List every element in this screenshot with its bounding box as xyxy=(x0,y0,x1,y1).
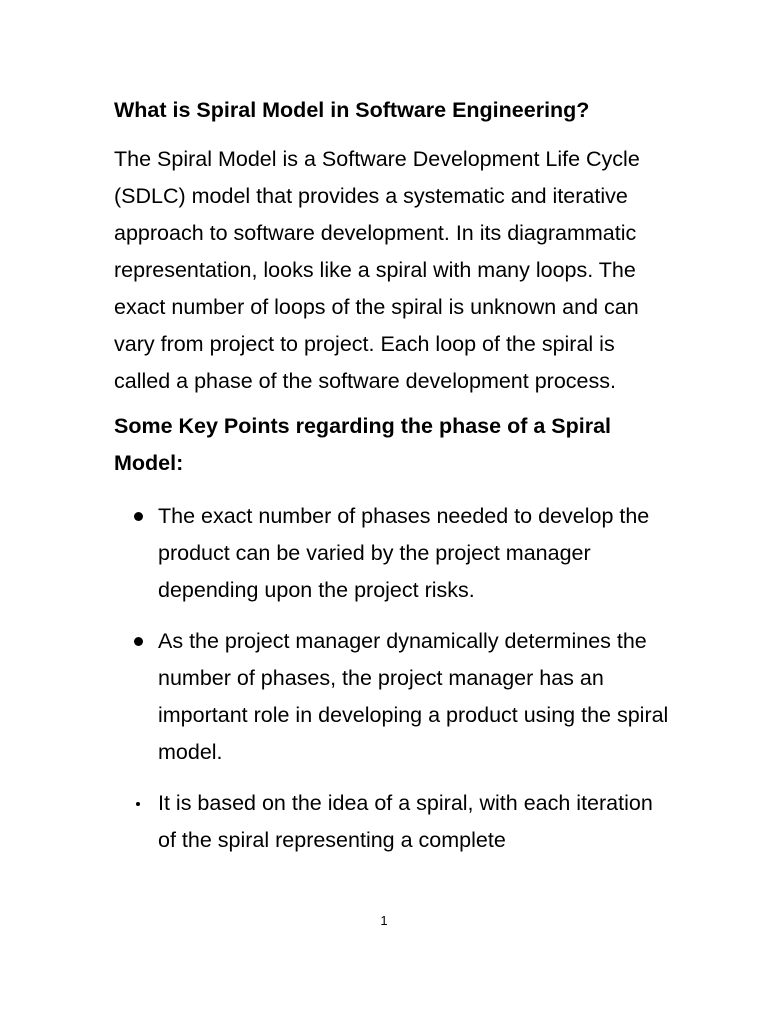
list-item xyxy=(114,785,674,859)
list-item xyxy=(114,623,674,771)
key-points-list xyxy=(114,498,674,859)
bullet-icon xyxy=(134,512,143,521)
page-number: 1 xyxy=(380,913,388,928)
bullet-icon xyxy=(136,802,140,806)
list-item-text: The exact number of phases needed to develop the product can be varied by the project manager depending upon the project risks. xyxy=(158,504,650,602)
bullet-icon xyxy=(134,637,143,646)
intro-paragraph: The Spiral Model is a Software Development Life Cycle (SDLC) model that provides a systematic and iterative approach to software development. In its diagrammatic representation, looks like a spiral with many loops. The exact number of loops of the spiral is unknown and can vary from project to project. Each loop of the spiral is called a phase of the software development process. xyxy=(114,147,640,393)
list-item xyxy=(114,498,674,609)
document-body xyxy=(114,92,674,873)
list-item-text: It is based on the idea of a spiral, with each iteration of the spiral representing a complete xyxy=(158,791,653,852)
page-title: What is Spiral Model in Software Engineering? xyxy=(114,98,590,122)
list-item-text: As the project manager dynamically determines the number of phases, the project manager has an important role in developing a product using the spiral model. xyxy=(158,629,669,764)
section-heading: Some Key Points regarding the phase of a Spiral Model: xyxy=(114,414,612,475)
